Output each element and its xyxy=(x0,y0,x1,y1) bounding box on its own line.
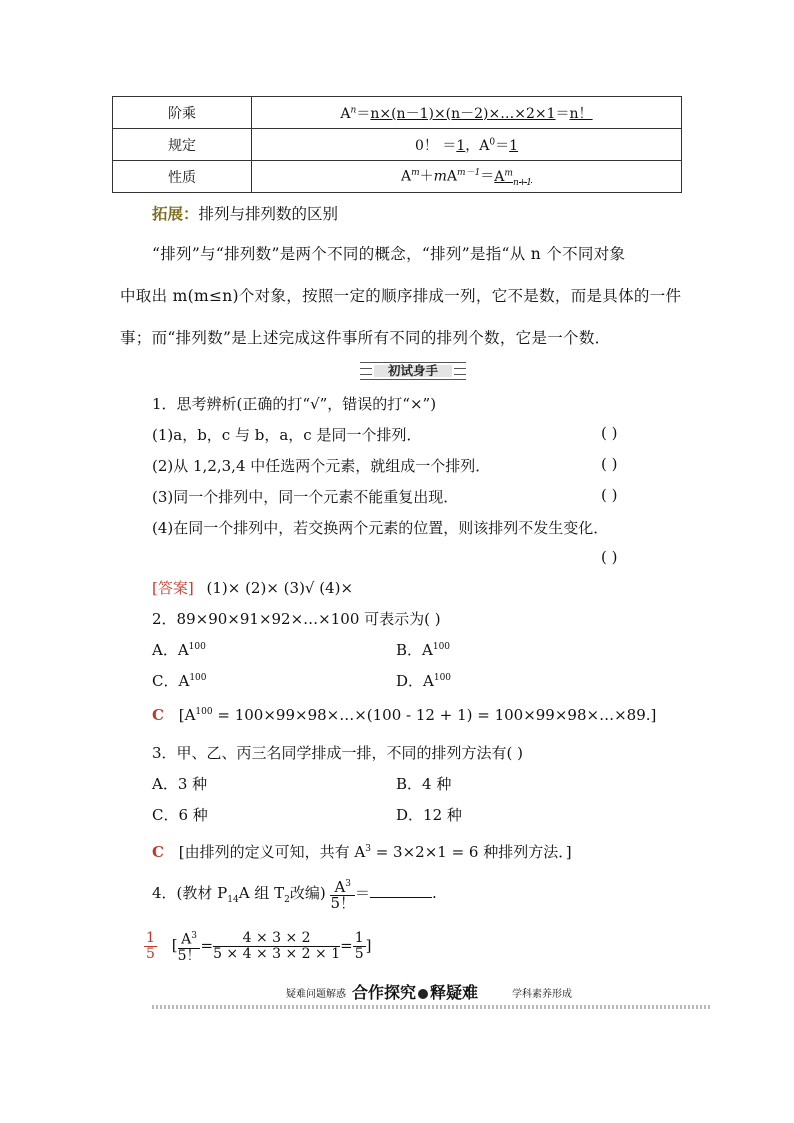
table-row xyxy=(113,129,682,161)
answer-label: [答案] xyxy=(152,579,194,597)
q3-option-c: C．6 种 xyxy=(152,806,208,824)
q3-solution: C [由排列的定义可知，共有 $A^3 = 3\times 2\times 1 = 6$ 种排列方法．] xyxy=(152,843,572,861)
q3-option-d: D．12 种 xyxy=(396,806,462,824)
footer-right: 学科素养形成 xyxy=(512,989,572,1000)
q1-answer xyxy=(152,577,353,598)
table-key: 性质 xyxy=(113,161,252,193)
q2-stem: 2．89×90×91×92×…×100 可表示为( ) xyxy=(152,610,441,628)
convention-formula: 0！ ＝1，$A^0=1$ xyxy=(252,129,682,161)
circle-arrow-icon xyxy=(418,989,428,999)
q3-option-a: A．3 种 xyxy=(152,775,208,793)
footer-left: 疑难问题解惑 xyxy=(286,989,346,1000)
extension-label: 拓展： xyxy=(152,204,199,223)
q4-blank xyxy=(370,885,432,898)
q1-item-3: (3)同一个排列中，同一个元素不能重复出现． xyxy=(152,488,459,506)
section-banner xyxy=(360,362,466,380)
q2-option-a: A．$A^{100}$ xyxy=(152,641,206,659)
property-formula: $A^m+mA^{m-1}=A^m_{n+1}$ xyxy=(252,161,682,193)
table-key: 阶乘 xyxy=(113,97,252,129)
q4-fraction: $\frac{A^3}{5!}$ xyxy=(330,878,356,912)
section-banner-title: 初试身手 xyxy=(374,365,452,377)
table-row xyxy=(113,97,682,129)
extension-line-3: 事；而“排列数”是上述完成这件事所有不同的排列个数，它是一个数． xyxy=(120,329,611,347)
q1-item-1: (1)a，b，c 与 b，a，c 是同一个排列． xyxy=(152,426,422,444)
q1-paren-1: ( ) xyxy=(601,424,618,442)
q1-paren-4: ( ) xyxy=(601,548,618,566)
q4-solution: $\frac{1}{5}$ [ $\frac{A^3}{5!}$ = $\frac{4 \times 3 \times 2}{5 \times 4 \times 3 \times 2 \times 1}$ = $\frac{1}{5}$ ] xyxy=(146,929,372,964)
q4-stem: 4．(教材 $P_{14}A$ 组 $T_2$改编) $\frac{A^3}{5!}$ ＝ . xyxy=(152,878,437,912)
q2-option-c: C．$A^{100}$ xyxy=(152,672,207,690)
extension-title: 排列与排列数的区别 xyxy=(198,205,339,223)
q3-stem: 3．甲、乙、丙三名同学排成一排，不同的排列方法有( ) xyxy=(152,744,524,762)
q2-option-b: B．$A^{100}$ xyxy=(396,641,451,659)
footer-divider xyxy=(152,1005,712,1009)
table-row xyxy=(113,161,682,193)
q1-stem: 1．思考辨析(正确的打“√”，错误的打“×”) xyxy=(152,395,437,413)
q1-item-2: (2)从 1,2,3,4 中任选两个元素，就组成一个排列． xyxy=(152,457,491,475)
q4-answer: $\frac{1}{5}$ xyxy=(146,929,155,962)
extension-line-2: 中取出 m(m≤n)个对象，按照一定的顺序排成一列，它不是数，而是具体的一件 xyxy=(120,287,682,305)
factorial-formula: $A^n=n\times(n-1)\times(n-2)\times\dots\times 2\times 1=n$！ xyxy=(252,97,682,129)
extension-line-1: “排列”与“排列数”是两个不同的概念，“排列”是指“从 n 个不同对象 xyxy=(152,245,626,263)
extension-heading xyxy=(152,202,338,224)
footer-title: 合作探究 释疑难 xyxy=(352,983,479,1002)
q1-item-4: (4)在同一个排列中，若交换两个元素的位置，则该排列不发生变化． xyxy=(152,519,609,537)
q2-answer: C xyxy=(152,706,164,724)
properties-table xyxy=(112,96,682,193)
q3-answer: C xyxy=(152,843,164,861)
q1-paren-3: ( ) xyxy=(601,486,618,504)
q2-option-d: D．$A^{100}$ xyxy=(396,672,452,690)
q3-option-b: B．4 种 xyxy=(396,775,452,793)
q2-solution: C [$A^{100}$ = 100×99×98×…×(100 - 12 + 1) = 100×99×98×…×89.] xyxy=(152,706,657,724)
answer-text: (1)× (2)× (3)√ (4)× xyxy=(206,579,354,597)
q1-paren-2: ( ) xyxy=(601,455,618,473)
table-key: 规定 xyxy=(113,129,252,161)
